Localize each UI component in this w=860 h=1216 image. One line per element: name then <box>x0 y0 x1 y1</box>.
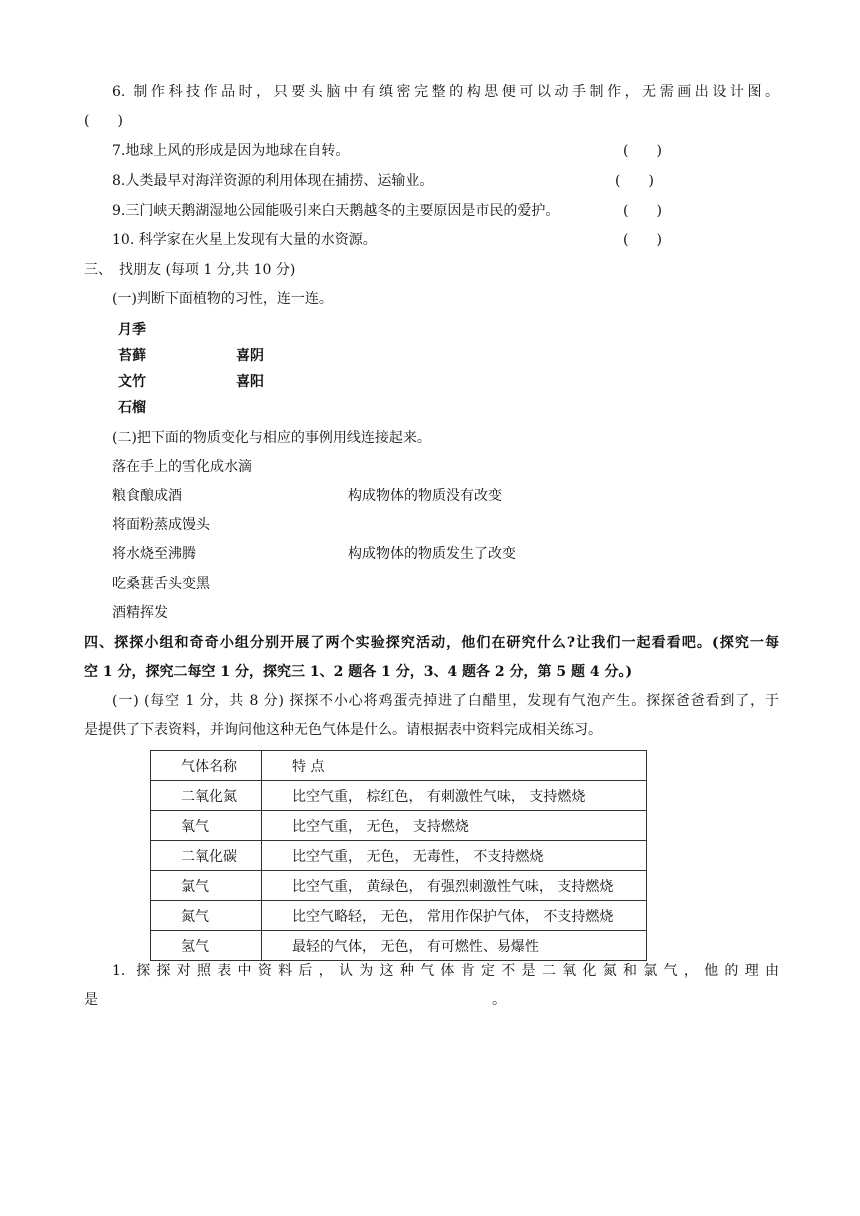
question-4-1-cont: 是 <box>84 992 98 1008</box>
example-item[interactable]: 落在手上的雪化成水滴 <box>112 459 252 475</box>
table-row <box>151 871 647 901</box>
gas-name-cell: 氢气 <box>151 931 262 961</box>
gas-name-cell: 二氧化氮 <box>151 781 262 811</box>
example-item[interactable]: 粮食酿成酒 <box>112 488 182 504</box>
section-3-title: 三、 找朋友 (每项 1 分,共 10 分) <box>84 262 296 278</box>
gas-properties-cell: 比空气重， 棕红色， 有刺激性气味， 支持燃烧 <box>262 781 647 811</box>
question-9: 9.三门峡天鹅湖湿地公园能吸引来白天鹅越冬的主要原因是市民的爱护。 <box>112 203 560 219</box>
section-4-intro: (一) (每空 1 分，共 8 分) 探探不小心将鸡蛋壳掉进了白醋里，发现有气泡产生。探探爸爸看到了，于 <box>112 693 779 709</box>
table-row <box>151 901 647 931</box>
question-10-answer-paren[interactable]: ( ) <box>623 232 662 248</box>
plant-item[interactable]: 月季 <box>118 322 146 338</box>
question-9-answer-paren[interactable]: ( ) <box>623 203 662 219</box>
gas-name-cell: 二氧化碳 <box>151 841 262 871</box>
change-item[interactable]: 构成物体的物质没有改变 <box>348 488 502 504</box>
plant-item[interactable]: 文竹 <box>118 374 146 390</box>
gas-name-cell: 氧气 <box>151 811 262 841</box>
question-7: 7.地球上风的形成是因为地球在自转。 <box>112 143 350 159</box>
example-item[interactable]: 酒精挥发 <box>112 605 168 621</box>
example-item[interactable]: 将水烧至沸腾 <box>112 546 196 562</box>
habit-item[interactable]: 喜阳 <box>236 374 264 390</box>
gas-name-cell: 氯气 <box>151 871 262 901</box>
example-item[interactable]: 将面粉蒸成馒头 <box>112 517 210 533</box>
gas-properties-cell: 比空气重， 无色， 无毒性， 不支持燃烧 <box>262 841 647 871</box>
gas-name-cell: 氮气 <box>151 901 262 931</box>
question-6-answer-paren[interactable]: ( ) <box>84 113 123 129</box>
plant-item[interactable]: 苔藓 <box>118 348 146 364</box>
question-7-answer-paren[interactable]: ( ) <box>623 143 662 159</box>
section-4-intro-cont: 是提供了下表资料，并询问他这种无色气体是什么。请根据表中资料完成相关练习。 <box>84 722 602 738</box>
gas-properties-table <box>150 750 647 961</box>
example-item[interactable]: 吃桑葚舌头变黑 <box>112 576 210 592</box>
column-header-gas-name: 气体名称 <box>151 751 262 781</box>
plant-item[interactable]: 石榴 <box>118 400 146 416</box>
gas-properties-cell: 比空气略轻， 无色， 常用作保护气体， 不支持燃烧 <box>262 901 647 931</box>
question-6: 6. 制作科技作品时，只要头脑中有缜密完整的构思便可以动手制作，无需画出设计图。 <box>112 84 779 100</box>
section-4-title: 四、探探小组和奇奇小组分别开展了两个实验探究活动，他们在研究什么?让我们一起看看吧。(探究一每 <box>84 635 779 651</box>
question-8: 8.人类最早对海洋资源的利用体现在捕捞、运输业。 <box>112 173 434 189</box>
change-item[interactable]: 构成物体的物质发生了改变 <box>348 546 516 562</box>
gas-properties-cell: 比空气重， 无色， 支持燃烧 <box>262 811 647 841</box>
table-row <box>151 811 647 841</box>
table-row <box>151 841 647 871</box>
column-header-properties: 特 点 <box>262 751 647 781</box>
question-8-answer-paren[interactable]: ( ) <box>615 173 654 189</box>
gas-properties-cell: 最轻的气体， 无色， 有可燃性、易爆性 <box>262 931 647 961</box>
table-header-row <box>151 751 647 781</box>
section-3-part1-instruction: (一)判断下面植物的习性，连一连。 <box>112 291 333 307</box>
question-4-1-end: 。 <box>492 992 506 1008</box>
question-4-1: 1. 探探对照表中资料后，认为这种气体肯定不是二氧化氮和氯气，他的理由 <box>112 963 779 979</box>
question-10: 10. 科学家在火星上发现有大量的水资源。 <box>112 232 377 248</box>
table-row <box>151 781 647 811</box>
gas-properties-cell: 比空气重， 黄绿色， 有强烈刺激性气味， 支持燃烧 <box>262 871 647 901</box>
answer-blank[interactable] <box>100 990 490 1010</box>
section-4-title-cont: 空 1 分，探究二每空 1 分，探究三 1、2 题各 1 分，3、4 题各 2 分，第 5 题 4 分。) <box>84 664 633 680</box>
table-row <box>151 931 647 961</box>
habit-item[interactable]: 喜阴 <box>236 348 264 364</box>
section-3-part2-instruction: (二)把下面的物质变化与相应的事例用线连接起来。 <box>112 430 431 446</box>
